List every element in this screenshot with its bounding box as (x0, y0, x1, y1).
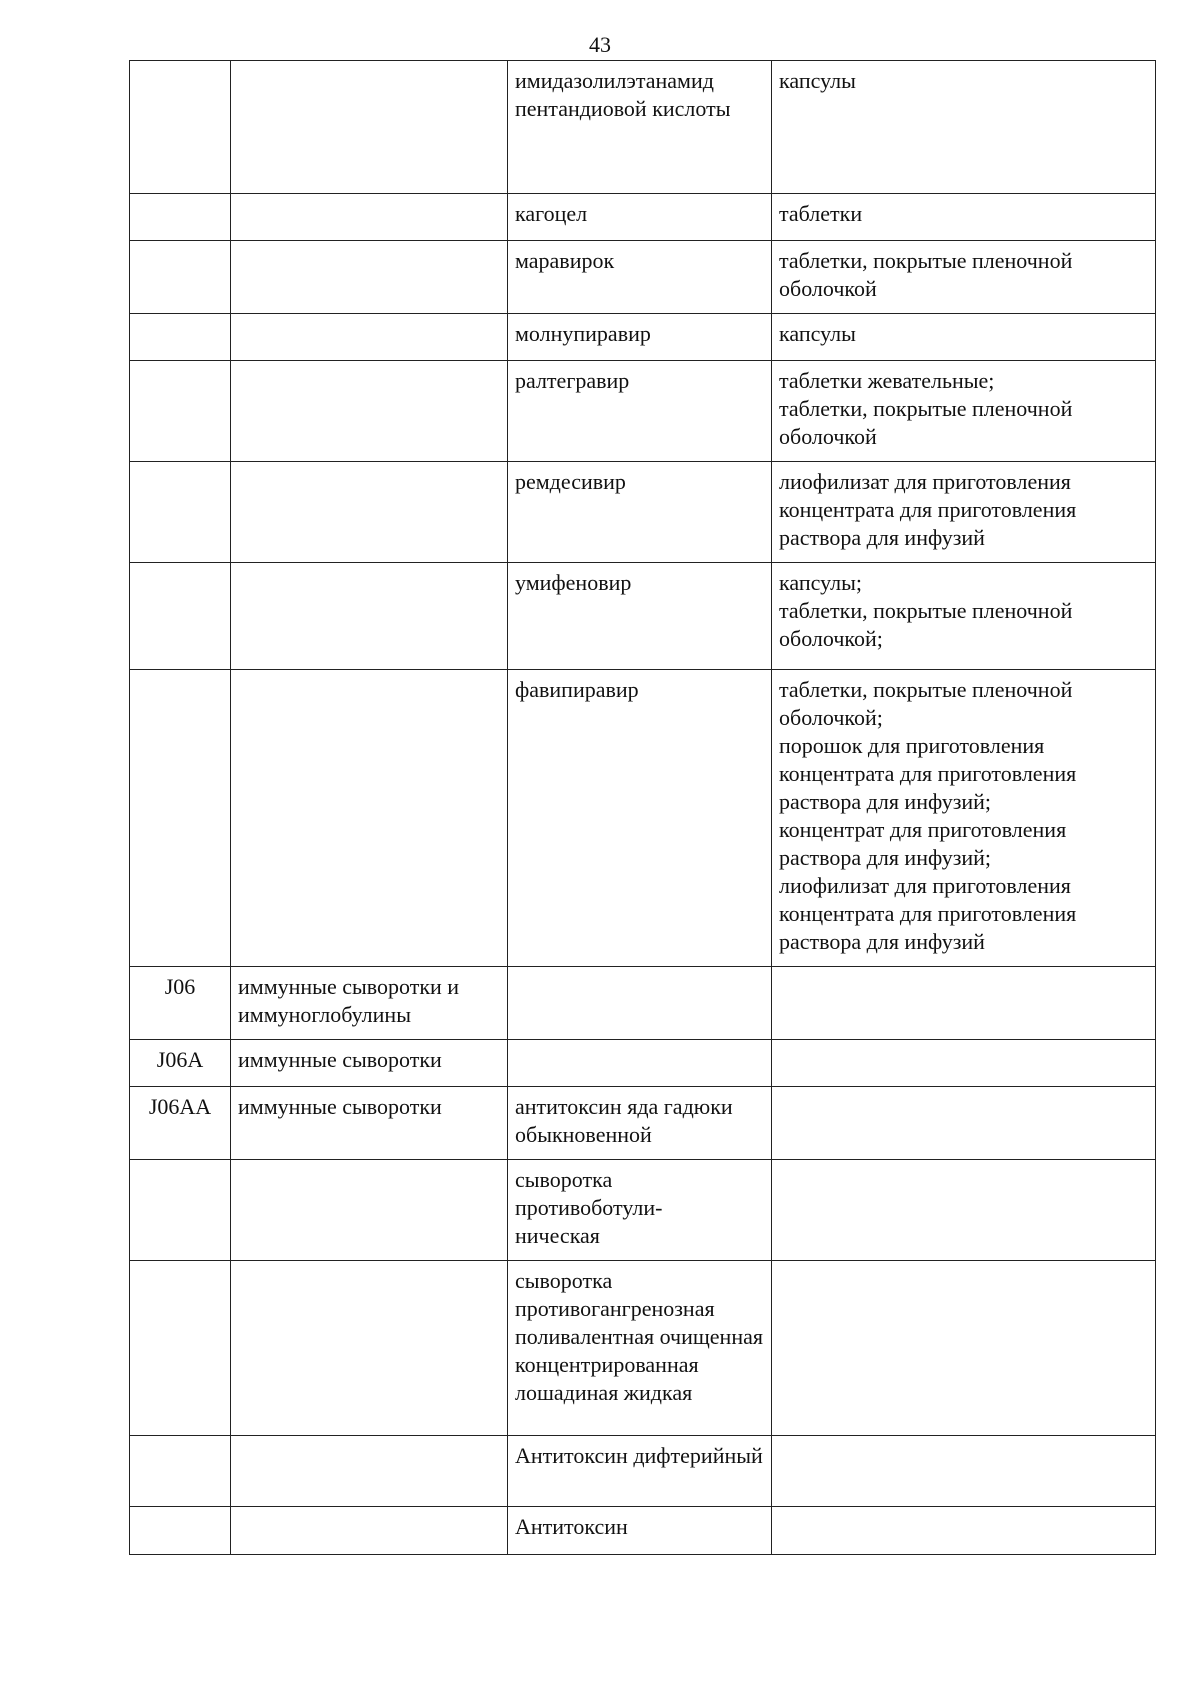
dosage-form-cell (772, 1087, 1156, 1160)
group-name-cell (231, 314, 508, 361)
drug-name-cell: умифеновир (508, 563, 772, 670)
atc-code-cell (130, 361, 231, 462)
table-row (130, 194, 1156, 241)
atc-code-cell (130, 1507, 231, 1555)
drug-name-cell: фавипиравир (508, 670, 772, 967)
group-name-cell (231, 194, 508, 241)
group-name-cell (231, 61, 508, 194)
dosage-form-cell: лиофилизат для приготовления концентрата для приготовления раствора для инфузий (772, 462, 1156, 563)
atc-code-cell: J06A (130, 1040, 231, 1087)
drug-name-cell: сыворотка противогангренозная поливалентная очищенная концентрированная лошадиная жидкая (508, 1261, 772, 1436)
table-row (130, 1087, 1156, 1160)
drug-name-cell: имидазолилэтанамид пентандиовой кислоты (508, 61, 772, 194)
atc-code-cell (130, 314, 231, 361)
group-name-cell: иммунные сыворотки (231, 1087, 508, 1160)
table-row (130, 462, 1156, 563)
drug-name-cell: сыворотка противоботули- ническая (508, 1160, 772, 1261)
atc-code-cell: J06 (130, 967, 231, 1040)
dosage-form-cell (772, 1160, 1156, 1261)
table-row (130, 1436, 1156, 1507)
atc-code-cell (130, 241, 231, 314)
atc-code-cell (130, 1261, 231, 1436)
drug-name-cell (508, 967, 772, 1040)
group-name-cell (231, 241, 508, 314)
drug-name-cell: маравирок (508, 241, 772, 314)
atc-code-cell (130, 194, 231, 241)
dosage-form-cell: таблетки, покрытые пленочной оболочкой; порошок для приготовления концентрата для приготовления раствора для инфузий; концентрат для приготовления раствора для инфузий; лиофилизат для приготовления концентрата для приготовления раствора для инфузий (772, 670, 1156, 967)
table-row (130, 314, 1156, 361)
dosage-form-cell: капсулы (772, 61, 1156, 194)
table-row (130, 967, 1156, 1040)
drug-name-cell: ремдесивир (508, 462, 772, 563)
group-name-cell (231, 1436, 508, 1507)
table-row (130, 670, 1156, 967)
group-name-cell (231, 1507, 508, 1555)
atc-code-cell (130, 61, 231, 194)
dosage-form-cell: таблетки (772, 194, 1156, 241)
atc-code-cell (130, 670, 231, 967)
atc-code-cell (130, 462, 231, 563)
group-name-cell (231, 1160, 508, 1261)
group-name-cell (231, 670, 508, 967)
dosage-form-cell: капсулы (772, 314, 1156, 361)
group-name-cell (231, 563, 508, 670)
group-name-cell (231, 361, 508, 462)
group-name-cell (231, 462, 508, 563)
dosage-form-cell (772, 1436, 1156, 1507)
table-row (130, 1261, 1156, 1436)
drug-name-cell: молнупиравир (508, 314, 772, 361)
drug-name-cell: Антитоксин дифтерийный (508, 1436, 772, 1507)
table-row (130, 1160, 1156, 1261)
atc-code-cell (130, 563, 231, 670)
drug-name-cell: ралтегравир (508, 361, 772, 462)
medication-table (129, 60, 1156, 1555)
group-name-cell (231, 1261, 508, 1436)
drug-name-cell (508, 1040, 772, 1087)
atc-code-cell (130, 1436, 231, 1507)
dosage-form-cell (772, 1261, 1156, 1436)
table-row (130, 1507, 1156, 1555)
atc-code-cell: J06AA (130, 1087, 231, 1160)
dosage-form-cell (772, 1507, 1156, 1555)
medication-table-body (130, 61, 1156, 1555)
drug-name-cell: Антитоксин (508, 1507, 772, 1555)
drug-name-cell: кагоцел (508, 194, 772, 241)
dosage-form-cell: таблетки жевательные; таблетки, покрытые пленочной оболочкой (772, 361, 1156, 462)
dosage-form-cell: капсулы; таблетки, покрытые пленочной оболочкой; (772, 563, 1156, 670)
dosage-form-cell: таблетки, покрытые пленочной оболочкой (772, 241, 1156, 314)
dosage-form-cell (772, 1040, 1156, 1087)
table-row (130, 361, 1156, 462)
dosage-form-cell (772, 967, 1156, 1040)
atc-code-cell (130, 1160, 231, 1261)
table-row (130, 563, 1156, 670)
page-number: 43 (589, 32, 611, 57)
group-name-cell: иммунные сыворотки (231, 1040, 508, 1087)
table-row (130, 1040, 1156, 1087)
table-row (130, 241, 1156, 314)
group-name-cell: иммунные сыворотки и иммуноглобулины (231, 967, 508, 1040)
table-row (130, 61, 1156, 194)
drug-name-cell: антитоксин яда гадюки обыкновенной (508, 1087, 772, 1160)
